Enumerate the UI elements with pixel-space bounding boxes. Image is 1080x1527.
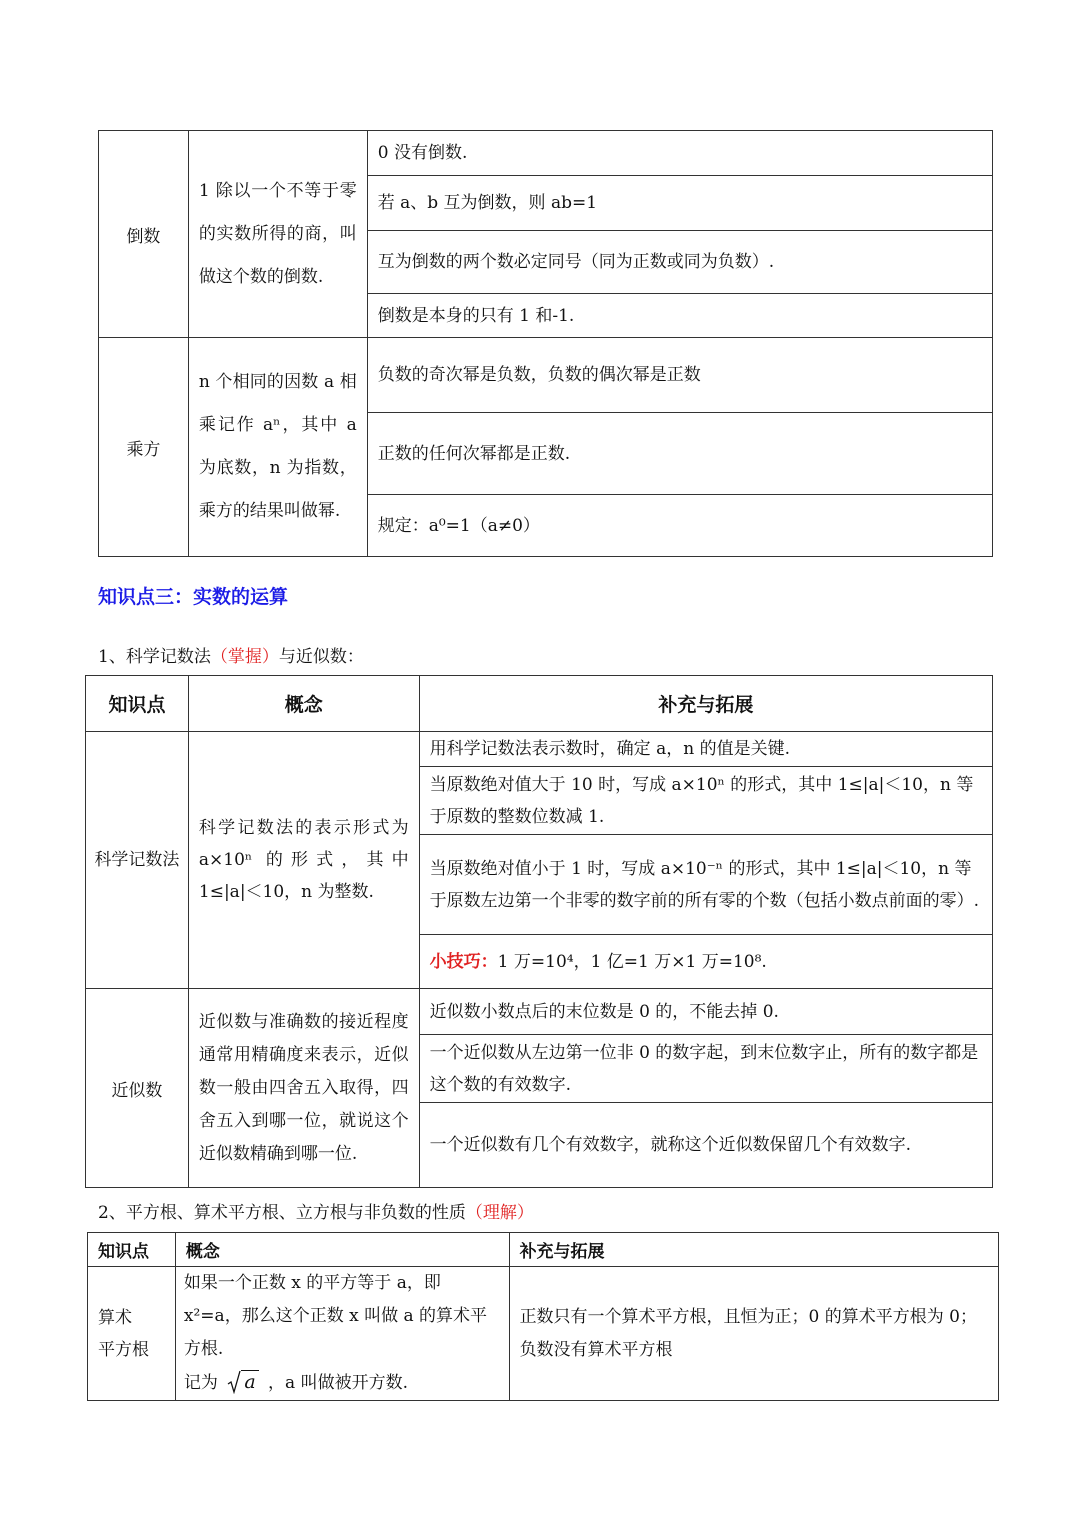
note-cell: 负数的奇次幂是负数，负数的偶次幂是正数 xyxy=(367,338,992,413)
concept-text: 如果一个正数 x 的平方等于 a，即 x²=a，那么这个正数 x 叫做 a 的算术平方根. xyxy=(183,1273,488,1359)
radicand: a xyxy=(241,1370,258,1393)
concept-power: n 个相同的因数 a 相乘记作 aⁿ，其中 a 为底数，n 为指数，乘方的结果叫做幂. xyxy=(188,338,367,557)
subheading-tag: （掌握） xyxy=(210,647,279,667)
subheading-scientific-notation xyxy=(98,642,364,667)
note-cell: 近似数小数点后的末位数是 0 的，不能去掉 0. xyxy=(419,989,992,1035)
row-label-reciprocal: 倒数 xyxy=(99,131,189,338)
square-root-table xyxy=(87,1232,999,1401)
subheading-tag: （理解） xyxy=(465,1203,534,1223)
header-extension: 补充与拓展 xyxy=(509,1233,998,1267)
subheading-square-root xyxy=(98,1198,534,1223)
concept-approx: 近似数与准确数的接近程度通常用精确度来表示，近似数一般由四舍五入取得，四舍五入到哪一位，就说这个近似数精确到哪一位. xyxy=(188,989,419,1188)
sqrt-symbol-icon xyxy=(227,1366,258,1400)
concept-reciprocal: 1 除以一个不等于零的实数所得的商，叫做这个数的倒数. xyxy=(188,131,367,338)
note-cell: 正数的任何次幂都是正数. xyxy=(367,413,992,495)
subheading-text: 与近似数： xyxy=(278,647,364,667)
header-extension: 补充与拓展 xyxy=(419,676,992,732)
note-cell: 当原数绝对值小于 1 时，写成 a×10⁻ⁿ 的形式，其中 1≤|a|＜10，n 等于原数左边第一个非零的数字前的所有零的个数（包括小数点前面的零）. xyxy=(419,835,992,935)
subheading-text: 2、平方根、算术平方根、立方根与非负数的性质 xyxy=(98,1203,466,1223)
reciprocal-power-table xyxy=(98,130,993,557)
scientific-notation-table xyxy=(85,675,993,1188)
note-cell: 用科学记数法表示数时，确定 a，n 的值是关键. xyxy=(419,732,992,767)
subheading-text: 1、科学记数法 xyxy=(98,647,211,667)
label-line: 算术 xyxy=(98,1307,132,1328)
concept-scientific: 科学记数法的表示形式为 a×10ⁿ 的形式，其中 1≤|a|＜10，n 为整数. xyxy=(188,732,419,989)
note-cell: 一个近似数有几个有效数字，就称这个近似数保留几个有效数字. xyxy=(419,1103,992,1188)
header-knowledge-point: 知识点 xyxy=(86,676,189,732)
note-cell: 倒数是本身的只有 1 和-1. xyxy=(367,294,992,338)
row-label-scientific: 科学记数法 xyxy=(86,732,189,989)
label-line: 平方根 xyxy=(98,1339,149,1360)
header-concept: 概念 xyxy=(175,1233,509,1267)
note-cell: 若 a、b 互为倒数，则 ab=1 xyxy=(367,176,992,231)
row-label-power: 乘方 xyxy=(99,338,189,557)
note-cell: 当原数绝对值大于 10 时，写成 a×10ⁿ 的形式，其中 1≤|a|＜10，n 等于原数的整数位数减 1. xyxy=(419,767,992,835)
note-cell: 0 没有倒数. xyxy=(367,131,992,176)
tip-cell xyxy=(419,935,992,989)
header-concept: 概念 xyxy=(188,676,419,732)
tip-label: 小技巧： xyxy=(429,951,498,972)
header-knowledge-point: 知识点 xyxy=(88,1233,176,1267)
tip-text: 1 万=10⁴，1 亿=1 万×1 万=10⁸. xyxy=(497,951,767,972)
row-label-arith-sqrt xyxy=(88,1267,176,1401)
note-cell: 规定：a⁰=1（a≠0） xyxy=(367,495,992,557)
concept-text: ，a 叫做被开方数. xyxy=(268,1373,408,1393)
row-label-approx: 近似数 xyxy=(86,989,189,1188)
note-cell: 一个近似数从左边第一位非 0 的数字起，到末位数字止，所有的数字都是这个数的有效数字. xyxy=(419,1035,992,1103)
concept-arith-sqrt xyxy=(175,1267,509,1401)
concept-notation xyxy=(184,1366,501,1400)
concept-text: 记为 xyxy=(183,1373,218,1393)
section-heading: 知识点三：实数的运算 xyxy=(98,586,289,608)
note-cell: 互为倒数的两个数必定同号（同为正数或同为负数）. xyxy=(367,231,992,294)
note-cell: 正数只有一个算术平方根，且恒为正；0 的算术平方根为 0；负数没有算术平方根 xyxy=(509,1267,998,1401)
